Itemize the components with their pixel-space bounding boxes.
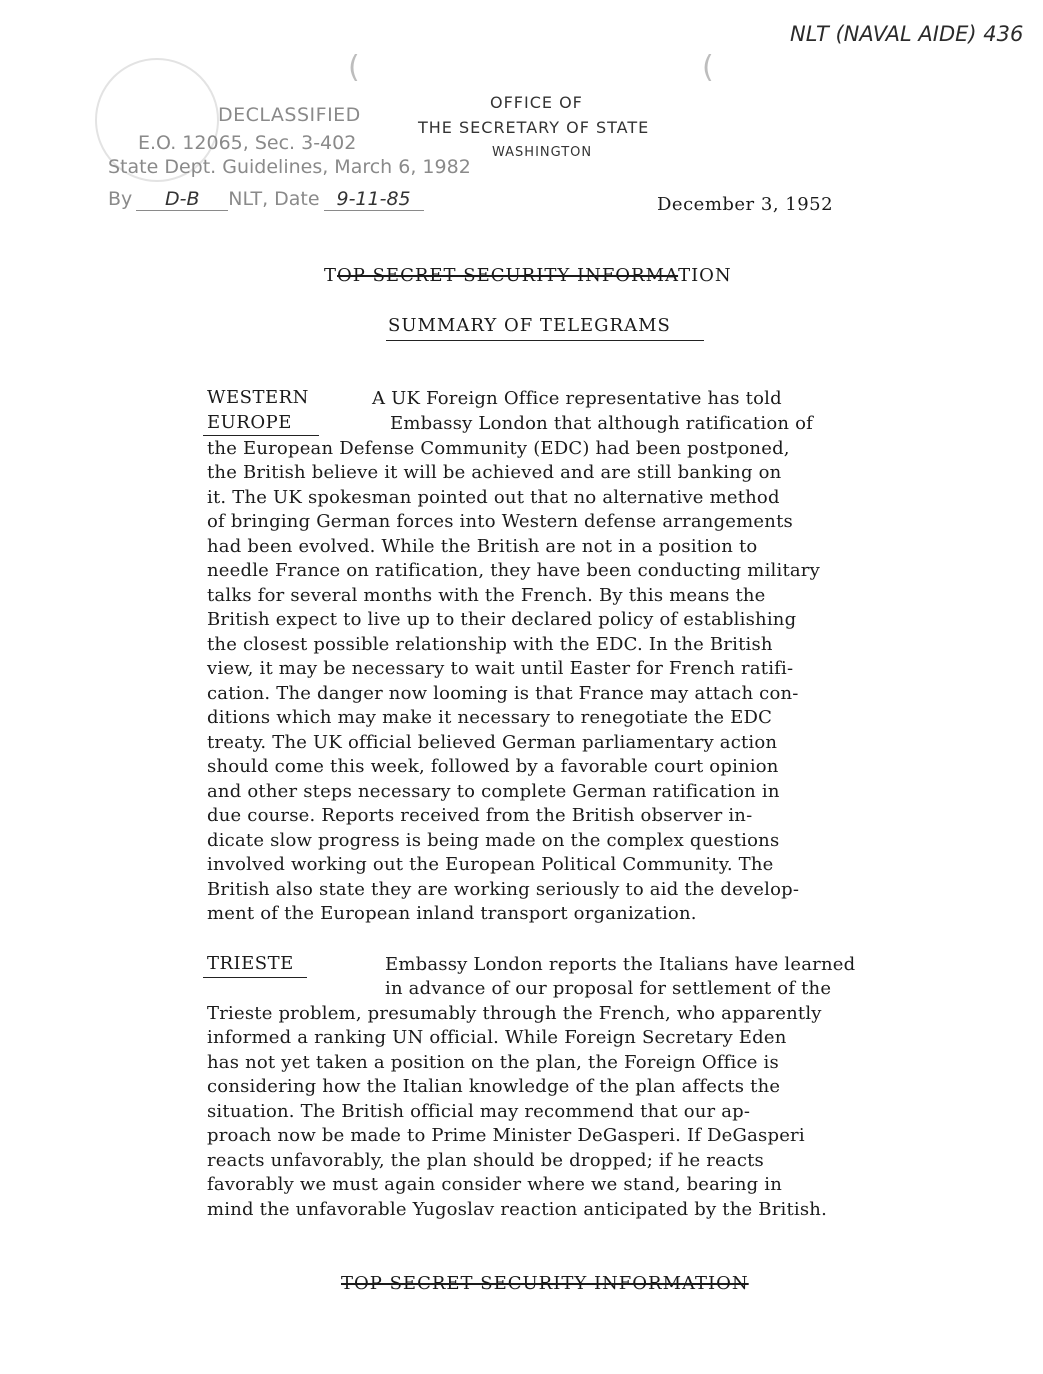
by-initials: D-B — [136, 188, 228, 211]
paragraph-line: considering how the Italian knowledge of the plan affects the — [207, 1076, 781, 1097]
title-underline — [386, 340, 704, 341]
paragraph-line: proach now be made to Prime Minister DeGasperi. If DeGasperi — [207, 1125, 805, 1146]
paragraph-line: informed a ranking UN official. While Foreign Secretary Eden — [207, 1027, 787, 1048]
section-label-trieste: TRIESTE — [207, 953, 294, 974]
paragraph-line: involved working out the European Political Community. The — [207, 854, 774, 875]
paragraph-line: due course. Reports received from the British observer in- — [207, 805, 753, 826]
paragraph-line: reacts unfavorably, the plan should be dropped; if he reacts — [207, 1149, 764, 1171]
paragraph-line: cation. The danger now looming is that France may attach con- — [207, 682, 799, 704]
paragraph-line: in advance of our proposal for settlement of the — [385, 978, 832, 999]
paragraph-line: favorably we must again consider where we stand, bearing in — [207, 1174, 783, 1195]
paragraph-line: of bringing German forces into Western defense arrangements — [207, 511, 793, 532]
paragraph-line: mind the unfavorable Yugoslav reaction anticipated by the British. — [207, 1198, 828, 1220]
paragraph-line: and other steps necessary to complete German ratification in — [207, 780, 780, 802]
paragraph-line: treaty. The UK official believed German parliamentary action — [207, 731, 778, 753]
paragraph-line: should come this week, followed by a favorable court opinion — [207, 756, 779, 777]
declassified-stamp-eo: E.O. 12065, Sec. 3-402 — [138, 132, 357, 154]
paragraph-line: Embassy London that although ratification of — [390, 413, 813, 434]
section-label-europe: EUROPE — [207, 412, 292, 433]
paragraph-line: situation. The British official may recommend that our ap- — [207, 1100, 751, 1122]
declassified-stamp-guidelines: State Dept. Guidelines, March 6, 1982 — [108, 156, 471, 178]
handwritten-file-note: NLT (NAVAL AIDE) 436 — [790, 22, 1024, 46]
western-europe-paragraph — [207, 412, 820, 927]
scan-mark-right: ( — [702, 50, 714, 85]
paragraph-line: Trieste problem, presumably through the French, who apparently — [207, 1002, 822, 1024]
trieste-paragraph — [207, 977, 831, 1222]
paragraph-line: ment of the European inland transport organization. — [207, 903, 697, 924]
paragraph-line: view, it may be necessary to wait until Easter for French ratifi- — [207, 658, 794, 679]
nlt-date-label: NLT, Date — [228, 188, 320, 210]
document-date: December 3, 1952 — [657, 194, 834, 215]
western-europe-first-line: A UK Foreign Office representative has told — [372, 388, 782, 409]
paragraph-line: the British believe it will be achieved and are still banking on — [207, 462, 782, 483]
paragraph-line: talks for several months with the French. By this means the — [207, 584, 766, 606]
paragraph-line: dicate slow progress is being made on the complex questions — [207, 829, 780, 851]
paragraph-line: British also state they are working seriously to aid the develop- — [207, 878, 800, 900]
by-label: By — [108, 188, 133, 210]
letterhead-office-of: OFFICE OF — [490, 93, 583, 112]
page-title: SUMMARY OF TELEGRAMS — [388, 315, 671, 336]
letterhead-washington: WASHINGTON — [492, 145, 593, 160]
paragraph-line: needle France on ratification, they have been conducting military — [207, 560, 820, 581]
paragraph-line: ditions which may make it necessary to renegotiate the EDC — [207, 707, 773, 728]
classification-marking-bottom: TOP SECRET SECURITY INFORMATION — [341, 1273, 749, 1294]
trieste-first-line: Embassy London reports the Italians have learned — [385, 954, 856, 975]
paragraph-line: British expect to live up to their declared policy of establishing — [207, 609, 797, 630]
letterhead-secretary-of-state: THE SECRETARY OF STATE — [418, 118, 650, 137]
declassification-date: 9-11-85 — [324, 188, 424, 211]
declassified-stamp-signature-line — [108, 188, 424, 211]
section-label-western: WESTERN — [207, 387, 309, 408]
paragraph-line: the European Defense Community (EDC) had been postponed, — [207, 437, 790, 459]
paragraph-line: has not yet taken a position on the plan, the Foreign Office is — [207, 1051, 779, 1073]
scan-mark-left: ( — [348, 50, 360, 85]
paragraph-line: had been evolved. While the British are not in a position to — [207, 535, 758, 557]
declassified-stamp-title: DECLASSIFIED — [218, 104, 361, 126]
paragraph-line: the closest possible relationship with the EDC. In the British — [207, 633, 773, 655]
classification-marking-top: TOP SECRET SECURITY INFORMATION — [324, 265, 732, 286]
paragraph-line: it. The UK spokesman pointed out that no alternative method — [207, 486, 780, 508]
